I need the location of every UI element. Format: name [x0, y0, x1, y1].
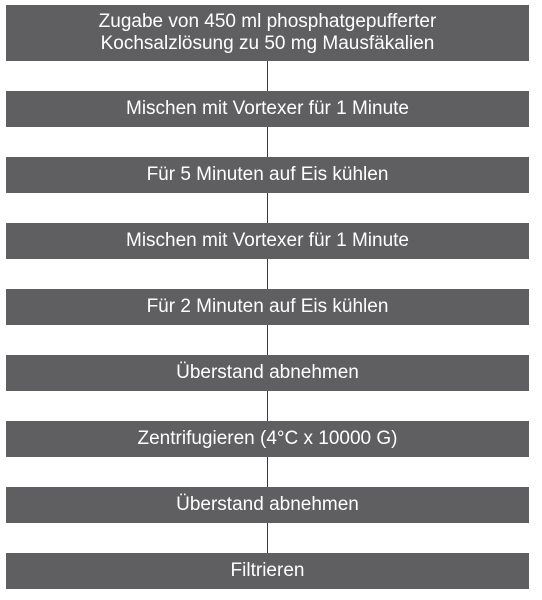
step-2-label: Mischen mit Vortexer für 1 Minute	[126, 98, 409, 119]
step-3-label: Für 5 Minuten auf Eis kühlen	[146, 164, 389, 185]
connector-4-5	[267, 259, 268, 289]
step-6-label: Überstand abnehmen	[176, 362, 359, 383]
flowchart	[6, 5, 529, 589]
step-8-label: Überstand abnehmen	[176, 494, 359, 515]
step-9-label: Filtrieren	[230, 560, 305, 581]
step-4-box	[6, 223, 529, 259]
step-9-box	[6, 553, 529, 589]
step-1-box	[6, 5, 529, 61]
connector-3-4	[267, 193, 268, 223]
connector-6-7	[267, 391, 268, 421]
step-8-box	[6, 487, 529, 523]
step-6-box	[6, 355, 529, 391]
step-4-label: Mischen mit Vortexer für 1 Minute	[126, 230, 409, 251]
connector-5-6	[267, 325, 268, 355]
connector-2-3	[267, 127, 268, 157]
step-1-label: Zugabe von 450 ml phosphatgepufferter Kochsalzlösung zu 50 mg Mausfäkalien	[98, 11, 437, 54]
step-3-box	[6, 157, 529, 193]
connector-1-2	[267, 61, 268, 91]
step-5-box	[6, 289, 529, 325]
step-5-label: Für 2 Minuten auf Eis kühlen	[146, 296, 389, 317]
step-7-box	[6, 421, 529, 457]
step-2-box	[6, 91, 529, 127]
connector-7-8	[267, 457, 268, 487]
connector-8-9	[267, 523, 268, 553]
step-7-label: Zentrifugieren (4°C x 10000 G)	[137, 428, 398, 449]
